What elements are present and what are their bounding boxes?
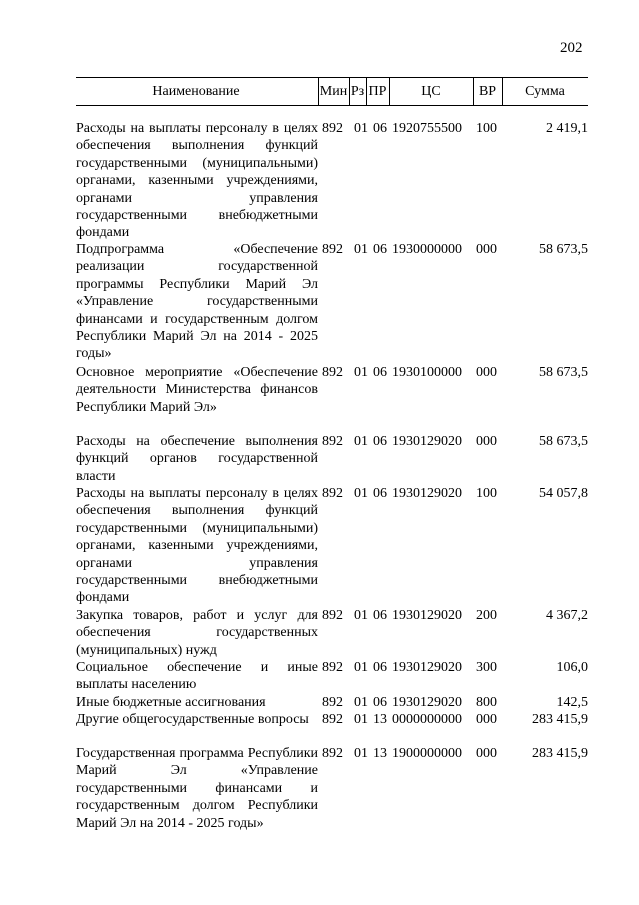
page-number: 202 (560, 40, 583, 56)
row-pr: 06 (373, 365, 387, 380)
row-cs: 1930100000 (392, 365, 462, 380)
row-min: 892 (322, 608, 343, 623)
row-pr: 06 (373, 121, 387, 136)
column-header-name: Наименование (152, 84, 240, 99)
row-pr: 06 (373, 242, 387, 257)
row-vr: 100 (476, 121, 497, 136)
row-rz: 01 (354, 695, 368, 710)
row-name: Подпрограмма «Обеспечение реализации государственной программы Республики Марий Эл «Управление государственными финансами и государственным долгом Республики Марий Эл на 2014 - 2025 годы» (76, 242, 318, 362)
row-cs: 1900000000 (392, 746, 462, 761)
row-vr: 800 (476, 695, 497, 710)
row-cs: 1930129020 (392, 608, 462, 623)
row-cs: 1930129020 (392, 486, 462, 501)
row-rz: 01 (354, 660, 368, 675)
row-vr: 000 (476, 365, 497, 380)
row-min: 892 (322, 660, 343, 675)
row-sum: 58 673,5 (539, 434, 588, 449)
row-sum: 58 673,5 (539, 365, 588, 380)
row-pr: 06 (373, 434, 387, 449)
row-pr: 06 (373, 695, 387, 710)
row-name: Расходы на обеспечение выполнения функций органов государственной власти (76, 434, 318, 484)
table-header-bottom-rule (76, 105, 588, 106)
row-pr: 06 (373, 608, 387, 623)
row-name: Закупка товаров, работ и услуг для обеспечения государственных (муниципальных) нужд (76, 608, 318, 658)
row-vr: 200 (476, 608, 497, 623)
row-cs: 1930000000 (392, 242, 462, 257)
column-header-cs: ЦС (421, 84, 441, 99)
row-name: Другие общегосударственные вопросы (76, 712, 309, 727)
row-sum: 54 057,8 (539, 486, 588, 501)
row-min: 892 (322, 365, 343, 380)
row-name: Расходы на выплаты персоналу в целях обеспечения выполнения функций государственными (муниципальными) органами, казенными учреждениями, органами управления государственными внебюджетными фондами (76, 486, 318, 606)
row-sum: 2 419,1 (546, 121, 588, 136)
row-name: Основное мероприятие «Обеспечение деятельности Министерства финансов Республики Марий Эл» (76, 365, 318, 415)
row-cs: 1930129020 (392, 695, 462, 710)
row-rz: 01 (354, 712, 368, 727)
row-rz: 01 (354, 746, 368, 761)
row-cs: 1920755500 (392, 121, 462, 136)
row-pr: 06 (373, 486, 387, 501)
row-min: 892 (322, 746, 343, 761)
column-header-pr: ПР (368, 84, 387, 99)
row-vr: 000 (476, 746, 497, 761)
table-header-top-rule (76, 77, 588, 78)
column-header-min: Мин (319, 84, 348, 99)
row-cs: 1930129020 (392, 660, 462, 675)
row-pr: 06 (373, 660, 387, 675)
row-rz: 01 (354, 365, 368, 380)
row-sum: 283 415,9 (532, 746, 588, 761)
row-cs: 0000000000 (392, 712, 462, 727)
row-rz: 01 (354, 486, 368, 501)
row-pr: 13 (373, 712, 387, 727)
row-vr: 000 (476, 712, 497, 727)
row-min: 892 (322, 486, 343, 501)
row-min: 892 (322, 712, 343, 727)
row-name: Государственная программа Республики Марий Эл «Управление государственными финансами и государственным долгом Республики Марий Эл на 2014 - 2025 годы» (76, 746, 318, 831)
column-header-sum: Сумма (525, 84, 565, 99)
row-cs: 1930129020 (392, 434, 462, 449)
row-sum: 283 415,9 (532, 712, 588, 727)
row-vr: 000 (476, 242, 497, 257)
row-min: 892 (322, 242, 343, 257)
column-header-vr: ВР (478, 84, 497, 99)
row-name: Расходы на выплаты персоналу в целях обеспечения выполнения функций государственными (муниципальными) органами, казенными учреждениями, органами управления государственными внебюджетными фондами (76, 121, 318, 241)
row-vr: 100 (476, 486, 497, 501)
row-name: Иные бюджетные ассигнования (76, 695, 266, 710)
row-vr: 000 (476, 434, 497, 449)
row-sum: 4 367,2 (546, 608, 588, 623)
row-min: 892 (322, 121, 343, 136)
row-sum: 142,5 (556, 695, 588, 710)
row-rz: 01 (354, 608, 368, 623)
row-rz: 01 (354, 242, 368, 257)
row-vr: 300 (476, 660, 497, 675)
row-sum: 106,0 (556, 660, 588, 675)
row-pr: 13 (373, 746, 387, 761)
row-rz: 01 (354, 434, 368, 449)
row-rz: 01 (354, 121, 368, 136)
row-name: Социальное обеспечение и иные выплаты населению (76, 660, 318, 693)
column-header-rz: Рз (350, 84, 365, 99)
row-min: 892 (322, 434, 343, 449)
row-sum: 58 673,5 (539, 242, 588, 257)
row-min: 892 (322, 695, 343, 710)
